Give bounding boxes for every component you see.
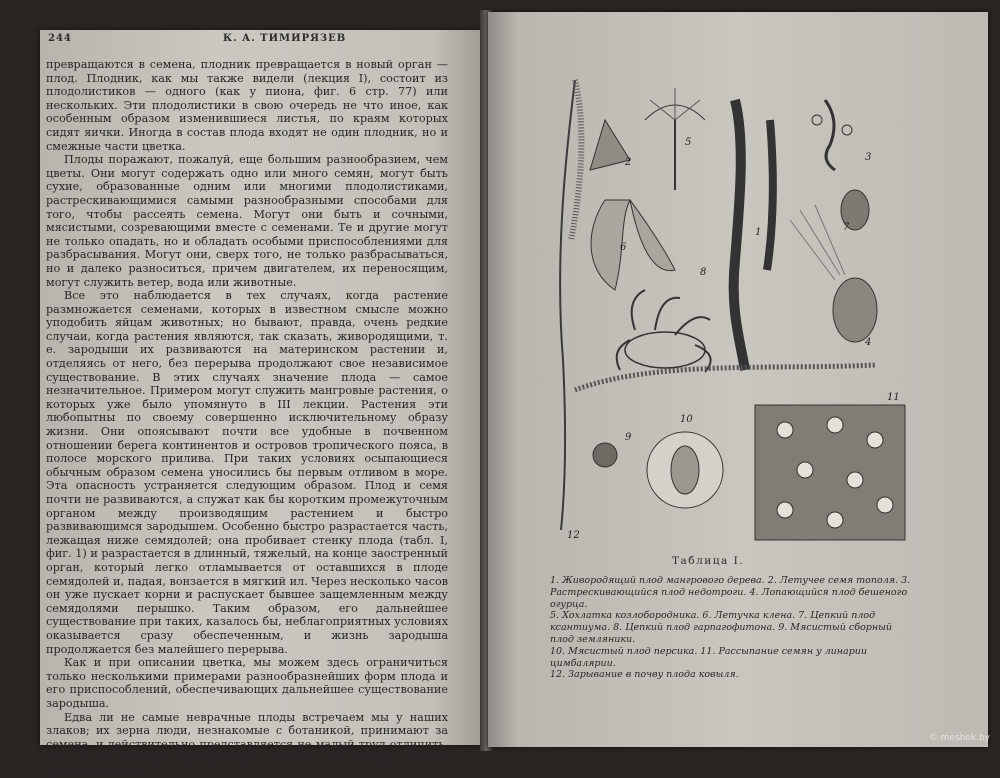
paragraph: превращаются в семена, плодник превращается в новый орган — плод. Плодник, как мы также видели (лекция I), состоит из плодолистиков — одного (как у пиона, фиг. 6 стр. 77) или нескольких. Эти плодолистики в свою очередь не что иное, как особенным образом изменившиеся листья, по краям которых сидят яички. Иногда в состав плода входят не один плодник, но и смежные части цветка. xyxy=(46,58,448,153)
caption-line: 12. Зарывание в почву плода ковыля. xyxy=(550,669,912,681)
goatsbeard-pappus xyxy=(645,88,705,190)
impatiens-capsule xyxy=(825,100,835,170)
running-title: К. А. ТИМИРЯЗЕВ xyxy=(223,33,346,44)
page-number: 244 xyxy=(48,33,72,44)
figure-label-3: 3 xyxy=(865,152,871,163)
watermark: © meshok.by xyxy=(929,733,990,743)
caption-line: 1. Живородящий плод мангрового дерева. 2. Летучее семя тополя. 3. Растрескивающийся плод недотроги. 4. Лопающийся плод бешеного огурца. xyxy=(550,575,912,610)
paragraph: Плоды поражают, пожалуй, еще большим разнообразием, чем цветы. Они могут содержать одно или много семян, могут быть сухие, образованные одним или многими плодолистиками, растрескивающимися самыми разнообразными способами для того, чтобы рассеять семена. Могут они быть и сочными, мясистыми, созревающими вместе с семенами. Те и другие могут не только опадать, но и обладать особыми приспособлениями для разбрасывания. Могут они, сверх того, не только разбрасываться, но и далеко разноситься, причем двигателем, их переносящим, могут служить ветер, вода или животные. xyxy=(46,153,448,289)
cucumber-spray xyxy=(790,205,845,280)
figure-label-8: 8 xyxy=(700,267,706,278)
peach-stone xyxy=(671,446,699,494)
botanical-plate-illustration xyxy=(535,60,915,550)
paragraph: Все это наблюдается в тех случаях, когда растение размножается семенами, которых в известном смысле можно уподобить яйцам животных; но бывают, правда, очень редкие случаи, когда растения являются, так сказать, живородящими, т. е. зародыши их развиваются на материнском растении и, отделяясь от него, без перерыва продолжают свое независимое существование. В этих случаях значение плода — самое незначительное. Примером могут служить мангровые растения, о которых уже было упомянуто в III лекции. Растения эти любопытны по своему совершенно исключительному образу жизни. Они опоясывают почти все удобные в почвенном отношении берега континентов и островов тропического пояса, в полосе морского прилива. При таких условиях осыпающиеся обычным образом семена уносились бы первым отливом в море. Эта опасность устраняется следующим образом. Плод и семя почти не развиваются, а служат как бы коротким промежуточным органом между производящим растением и быстро развивающимся зародышем. Особенно быстро разрастается часть, лежащая ниже семядолей; она пробивает стенку плода (табл. I, фиг. 1) и разрастается в длинный, тяжелый, на конце заостренный орган, который легко отламывается от оставшихся в плоде семядолей и, падая, вонзается в мягкий ил. Через несколько часов он уже пускает корни и распускает бывшее защемленным между семядолями перышко. Таким образом, его дальнейшее существование при таких, казалось бы, неблагоприятных условиях оказывается сразу обеспеченным, и жизнь зародыша продолжается без малейшего перерыва. xyxy=(46,289,448,656)
mangrove-fruit xyxy=(734,100,745,370)
figure-label-2: 2 xyxy=(624,157,631,168)
figure-label-9: 9 xyxy=(625,432,632,443)
squirting-cucumber xyxy=(833,278,877,342)
figure-label-12: 12 xyxy=(567,530,580,541)
plate-caption xyxy=(550,575,912,681)
figure-label-1: 1 xyxy=(755,227,761,238)
mangrove-hypocotyl xyxy=(767,120,773,270)
paragraph: Едва ли не самые неврачные плоды встречаем мы у наших злаков; их зерна люди, незнакомые с ботаникой, принимают за семена, и действительно представляется не малый труд отличить, что в их кожуре принадлежит семени, что плоду. Только присматриваясь xyxy=(46,711,448,778)
figure-label-6: 6 xyxy=(620,242,627,253)
poplar-seed xyxy=(590,120,630,170)
figure-label-10: 10 xyxy=(680,414,693,425)
paragraph: Как и при описании цветка, мы можем здесь ограничиться только несколькими примерами разнообразнейших форм плода и его приспособлений, обеспечивающих дальнейшее существование зародыша. xyxy=(46,656,448,710)
figure-label-7: 7 xyxy=(843,222,850,233)
figure-label-4: 4 xyxy=(864,337,871,348)
body-text xyxy=(46,58,448,778)
fruit-illustrations xyxy=(535,60,915,550)
feather-grass-awn xyxy=(560,80,575,530)
maple-samara xyxy=(591,200,675,290)
figure-label-11: 11 xyxy=(887,392,900,403)
figure-label-5: 5 xyxy=(685,137,691,148)
caption-line: 10. Мясистый плод персика. 11. Рассыпание семян у линарии цимбалярии. xyxy=(550,646,912,670)
strawberry-fruit xyxy=(593,443,617,467)
plate-title: Таблица I. xyxy=(672,555,744,567)
caption-line: 5. Хохлатка козлобородника. 6. Летучка клена. 7. Цепкий плод ксантиума. 8. Цепкий плод гарпагофитона. 9. Мясистый сборный плод земляники. xyxy=(550,610,912,645)
running-head xyxy=(48,33,468,49)
